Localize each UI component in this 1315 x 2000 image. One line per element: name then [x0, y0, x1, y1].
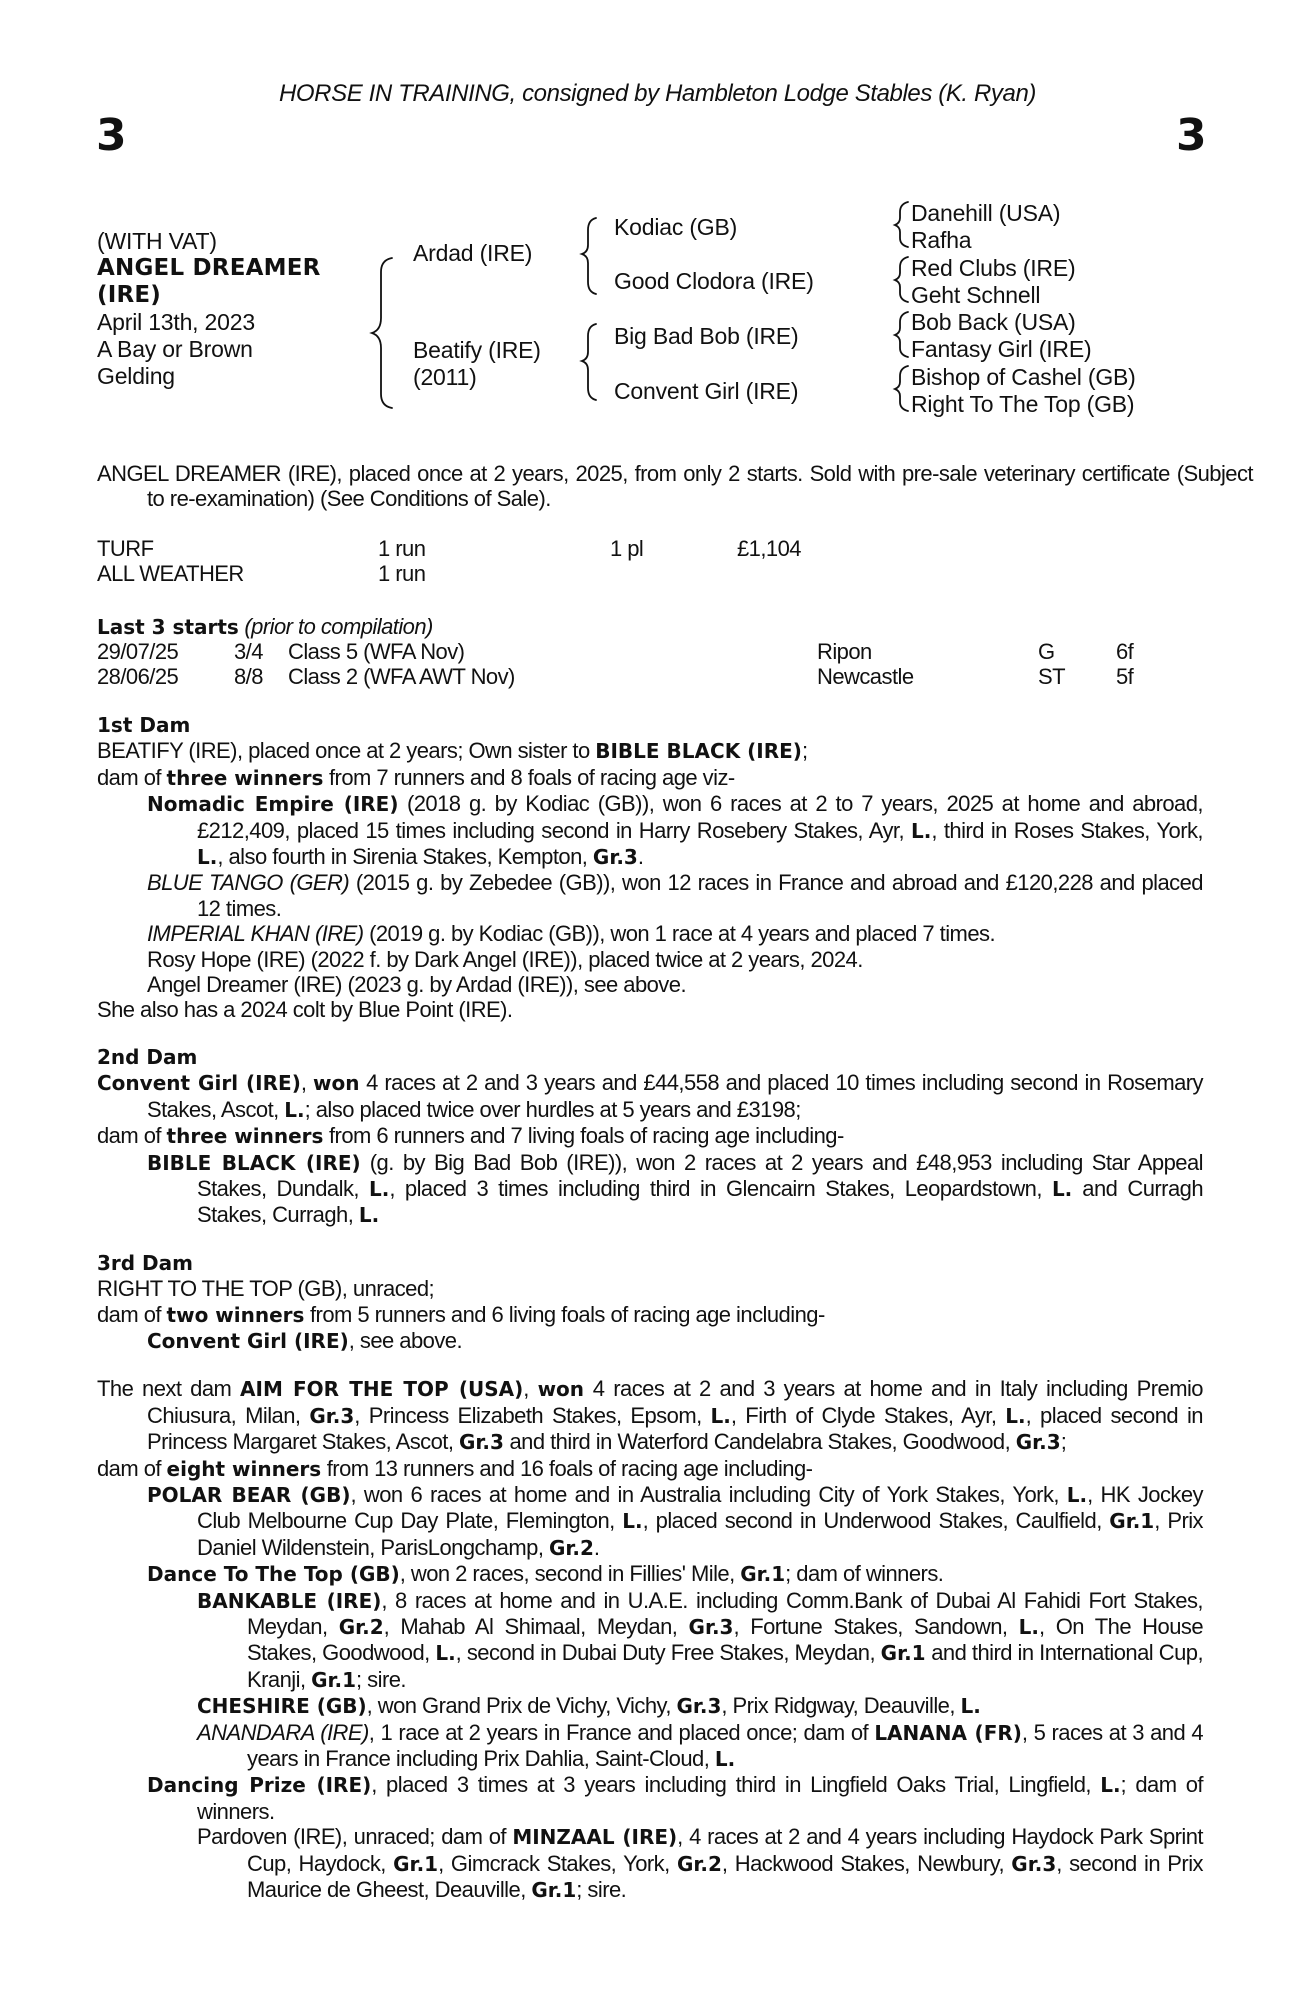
- pedigree-section: [97, 1045, 1203, 1229]
- section-paragraph: [97, 1123, 1203, 1149]
- record-surface: TURF: [97, 536, 154, 561]
- bold-text: Dancing Prize (IRE): [147, 1773, 372, 1798]
- bold-text: Gr.3: [458, 1430, 504, 1455]
- bold-text: CHESHIRE (GB): [197, 1694, 367, 1719]
- text-run: (g. by Big Bad Bob (IRE)), won 2 races at 2 years and £48,953 including Star Appeal Stakes, Dundalk,: [197, 1149, 1203, 1201]
- text-run: from 5 runners and 6 living foals of racing age including-: [304, 1301, 825, 1327]
- text-run: , placed second in Underwood Stakes, Caulfield,: [642, 1508, 1110, 1534]
- bold-text: won: [537, 1377, 585, 1402]
- section-paragraph: [97, 1693, 1203, 1719]
- text-run: ; sire.: [576, 1877, 627, 1903]
- text-run: She also has a 2024 colt by Blue Point (IRE).: [97, 997, 513, 1023]
- section-paragraph: [97, 791, 1203, 870]
- start-course: Newcastle: [817, 664, 914, 689]
- pedigree-g3-2: Rafha: [911, 227, 972, 254]
- bold-text: L.: [1100, 1773, 1121, 1798]
- bold-text: Gr.1: [880, 1641, 926, 1666]
- bold-text: L.: [960, 1694, 981, 1719]
- record-placed: 1 pl: [610, 536, 644, 561]
- bold-text: L.: [1051, 1176, 1073, 1201]
- section-paragraph: [97, 947, 1203, 972]
- bold-text: three winners: [166, 765, 324, 790]
- bold-text: BIBLE BLACK (IRE): [595, 739, 802, 764]
- bold-text: BANKABLE (IRE): [197, 1588, 382, 1613]
- pedigree-dam-sire: Big Bad Bob (IRE): [614, 323, 799, 349]
- bold-text: Gr.2: [338, 1615, 384, 1639]
- text-run: , 8 races at home and in U.A.E. including Comm.Bank of Dubai Al Fahidi Fort Stakes, Meydan,: [247, 1587, 1203, 1639]
- bold-text: Gr.3: [1015, 1430, 1061, 1455]
- section-paragraph: [97, 1456, 1203, 1482]
- horse-sex: Gelding: [97, 363, 175, 389]
- text-run: ;: [1060, 1429, 1067, 1455]
- bold-text: Gr.3: [592, 845, 638, 870]
- last-starts-heading: [97, 614, 433, 640]
- record-runs: 1 run: [378, 536, 426, 561]
- pedigree-g3-6: Fantasy Girl (IRE): [911, 336, 1092, 363]
- pedigree-g3-8: Right To The Top (GB): [911, 391, 1135, 418]
- text-run: , 4 races at 2 and 4 years including Haydock Park Sprint Cup, Haydock,: [247, 1824, 1203, 1876]
- start-distance: 5f: [1116, 664, 1134, 689]
- text-run: , Princess Elizabeth Stakes, Epsom,: [354, 1402, 711, 1428]
- text-run: , placed 3 times including third in Glencairn Stakes, Leopardstown,: [389, 1175, 1052, 1201]
- text-run: ; dam of winners.: [785, 1561, 944, 1587]
- record-runs: 1 run: [378, 561, 426, 586]
- start-course: Ripon: [817, 639, 872, 664]
- last-starts-title: Last 3 starts: [97, 615, 239, 639]
- bold-text: Gr.3: [1011, 1851, 1057, 1876]
- text-run: and third in Waterford Candelabra Stakes, Goodwood,: [503, 1429, 1016, 1455]
- pedigree-dam-name: Beatify (IRE): [413, 337, 541, 363]
- brace-gen2-sire: [582, 218, 596, 294]
- lot-number-left: 3: [96, 110, 127, 161]
- pedigree-g3-3: Red Clubs (IRE): [911, 254, 1076, 281]
- text-run: , won 6 races at home and in Australia including City of York Stakes, York,: [350, 1481, 1067, 1507]
- bold-text: L.: [358, 1203, 380, 1228]
- section-paragraph: [97, 1561, 1203, 1587]
- lot-number-right: 3: [1176, 110, 1207, 161]
- bold-text: L.: [435, 1641, 456, 1666]
- section-paragraph: [97, 1588, 1203, 1694]
- section-paragraph: [97, 1482, 1203, 1561]
- text-run: , On The House Stakes, Goodwood,: [247, 1614, 1204, 1666]
- text-run: Rosy Hope (IRE) (2022 f. by Dark Angel (IRE)), placed twice at 2 years, 2024.: [147, 946, 863, 972]
- start-race: Class 2 (WFA AWT Nov): [288, 664, 515, 689]
- text-run: dam of: [97, 1301, 167, 1327]
- vat-label: (WITH VAT): [97, 228, 217, 254]
- pedigree-sire: Ardad (IRE): [413, 240, 533, 266]
- pedigree-sire-sire: Kodiac (GB): [614, 214, 738, 240]
- record-earnings: £1,104: [737, 536, 801, 561]
- bold-text: Nomadic Empire (IRE): [147, 792, 399, 817]
- text-run: BEATIFY (IRE), placed once at 2 years; Own sister to: [97, 738, 596, 764]
- text-run: from 13 runners and 16 foals of racing age including-: [321, 1455, 813, 1481]
- section-paragraph: [97, 1302, 1203, 1328]
- section-paragraph: [97, 765, 1203, 791]
- bold-text: L.: [910, 818, 932, 843]
- section-heading: 3rd Dam: [97, 1250, 193, 1275]
- text-run: 4 races at 2 and 3 years and £44,558 and placed 10 times including second in Rosemary Stakes, Ascot,: [147, 1070, 1204, 1122]
- bold-text: L.: [1066, 1482, 1088, 1507]
- brace-gen1: [372, 258, 392, 408]
- bold-text: two winners: [166, 1302, 305, 1327]
- bold-text: BIBLE BLACK (IRE): [147, 1150, 361, 1175]
- pedigree-sire-dam: Good Clodora (IRE): [614, 268, 814, 294]
- text-run: 4 races at 2 and 3 years at home and in Italy including Premio Chiusura, Milan,: [147, 1376, 1203, 1428]
- horse-name-line1: ANGEL DREAMER: [97, 255, 321, 281]
- text-run: , placed second in Princess Margaret Stakes, Ascot,: [147, 1402, 1203, 1455]
- section-paragraph: [97, 1328, 1203, 1354]
- text-run: RIGHT TO THE TOP (GB), unraced;: [97, 1276, 435, 1302]
- text-run: .: [593, 1534, 600, 1560]
- pedigree-g3-5: Bob Back (USA): [911, 309, 1076, 336]
- text-run: (2019 g. by Kodiac (GB)), won 1 race at 4 years and placed 7 times.: [363, 921, 996, 947]
- text-run: dam of: [97, 764, 167, 790]
- text-run: , placed 3 times at 3 years including third in Lingfield Oaks Trial, Lingfield,: [371, 1772, 1101, 1798]
- text-run: (2018 g. by Kodiac (GB)), won 6 races at 2 to 7 years, 2025 at home and abroad, £212,409, placed 15 times including second in Harry Rosebery Stakes, Ayr,: [197, 791, 1203, 843]
- section-paragraph: [97, 1720, 1203, 1773]
- bold-text: Convent Girl (IRE): [97, 1071, 301, 1096]
- start-going: G: [1038, 639, 1055, 664]
- bold-text: L.: [622, 1509, 643, 1534]
- text-run: , Hackwood Stakes, Newbury,: [721, 1850, 1012, 1876]
- text-run: , 5 races at 3 and 4 years in France including Prix Dahlia, Saint-Cloud,: [247, 1719, 1203, 1772]
- italic-text: BLUE TANGO (GER): [147, 870, 350, 896]
- section-paragraph: [97, 1150, 1203, 1229]
- pedigree-gen3: [911, 200, 1136, 418]
- text-run: ; sire.: [356, 1666, 406, 1692]
- bold-text: Gr.3: [309, 1403, 355, 1428]
- pedigree-dam: [413, 337, 541, 391]
- text-run: , third in Roses Stakes, York,: [931, 817, 1203, 843]
- brace-gen3-4: [895, 366, 908, 411]
- section-paragraph: [97, 1070, 1203, 1123]
- start-date: 28/06/25: [97, 664, 179, 689]
- bold-text: AIM FOR THE TOP (USA): [240, 1377, 524, 1402]
- bold-text: Gr.1: [393, 1851, 439, 1876]
- text-run: ,: [300, 1070, 314, 1096]
- text-run: , also fourth in Sirenia Stakes, Kempton,: [217, 844, 593, 870]
- bold-text: eight winners: [166, 1456, 322, 1481]
- bold-text: Gr.1: [311, 1667, 357, 1692]
- pedigree-g3-7: Bishop of Cashel (GB): [911, 363, 1136, 390]
- text-run: Pardoven (IRE), unraced; dam of: [197, 1824, 513, 1850]
- section-paragraph: [97, 738, 1203, 764]
- brace-gen3-1: [895, 202, 908, 247]
- start-distance: 6f: [1116, 639, 1134, 664]
- bold-text: L.: [714, 1747, 736, 1772]
- text-run: .: [637, 844, 644, 870]
- text-run: , see above.: [348, 1327, 463, 1353]
- text-run: dam of: [97, 1123, 167, 1149]
- bold-text: Gr.2: [548, 1535, 594, 1560]
- section-paragraph: [97, 870, 1203, 921]
- pedigree-dam-year: (2011): [413, 364, 477, 390]
- bold-text: LANANA (FR): [874, 1720, 1022, 1745]
- bold-text: Dance To The Top (GB): [147, 1562, 400, 1587]
- bold-text: Gr.3: [676, 1694, 722, 1719]
- section-heading: 1st Dam: [97, 713, 191, 737]
- section-paragraph: [97, 1772, 1203, 1824]
- text-run: and third in International Cup, Kranji,: [247, 1640, 1204, 1692]
- text-run: The next dam: [97, 1376, 241, 1402]
- italic-text: ANANDARA (IRE): [197, 1719, 369, 1745]
- section-paragraph: [97, 1824, 1203, 1903]
- bold-text: Convent Girl (IRE): [147, 1328, 349, 1353]
- text-run: ; dam of winners.: [197, 1772, 1203, 1824]
- pedigree-g3-4: Geht Schnell: [911, 281, 1041, 308]
- text-run: , second in Prix Maurice de Gheest, Deauville,: [247, 1850, 1203, 1903]
- horse-colour: A Bay or Brown: [97, 336, 253, 362]
- pedigree-dam-dam: Convent Girl (IRE): [614, 378, 799, 404]
- bold-text: won: [313, 1071, 360, 1096]
- text-run: , Fortune Stakes, Sandown,: [733, 1614, 1019, 1639]
- bold-text: MINZAAL (IRE): [512, 1825, 678, 1850]
- text-run: Angel Dreamer (IRE) (2023 g. by Ardad (IRE)), see above.: [147, 972, 687, 998]
- text-run: ; also placed twice over hurdles at 5 years and £3198;: [304, 1096, 801, 1122]
- text-run: , Firth of Clyde Stakes, Ayr,: [730, 1402, 1006, 1428]
- text-run: and Curragh Stakes, Curragh,: [197, 1175, 1203, 1228]
- section-paragraph: [97, 997, 1203, 1022]
- start-position: 3/4: [234, 639, 263, 664]
- bold-text: POLAR BEAR (GB): [147, 1482, 351, 1507]
- section-paragraph: [97, 972, 1203, 997]
- section-heading: 2nd Dam: [97, 1044, 198, 1069]
- bold-text: L.: [368, 1176, 390, 1201]
- racing-summary: ANGEL DREAMER (IRE), placed once at 2 years, 2025, from only 2 starts. Sold with pre-sale veterinary certificate (Subject to re-examination) (See Conditions of Sale).: [97, 461, 1253, 512]
- pedigree-section: [97, 1251, 1203, 1355]
- bold-text: three winners: [166, 1124, 324, 1149]
- start-race: Class 5 (WFA Nov): [288, 639, 465, 664]
- brace-gen3-2: [895, 257, 908, 302]
- page-title: HORSE IN TRAINING, consigned by Hambleton Lodge Stables (K. Ryan): [278, 80, 1036, 107]
- section-paragraph: [97, 1376, 1203, 1455]
- text-run: , HK Jockey Club Melbourne Cup Day Plate, Flemington,: [197, 1481, 1204, 1534]
- pedigree-section: [97, 1376, 1203, 1903]
- pedigree-g3-1: Danehill (USA): [911, 200, 1061, 226]
- race-record: [97, 536, 1203, 588]
- text-run: , Prix Ridgway, Deauville,: [721, 1693, 961, 1719]
- text-run: ;: [801, 738, 808, 764]
- start-position: 8/8: [234, 664, 263, 689]
- text-run: , second in Dubai Duty Free Stakes, Meydan,: [455, 1640, 881, 1666]
- start-going: ST: [1038, 664, 1066, 689]
- text-run: dam of: [97, 1455, 167, 1481]
- text-run: , won Grand Prix de Vichy, Vichy,: [366, 1693, 677, 1719]
- text-run: ,: [523, 1376, 538, 1402]
- text-run: , Prix Daniel Wildenstein, ParisLongchamp,: [197, 1508, 1204, 1560]
- last-starts: [97, 614, 1203, 694]
- bold-text: Gr.1: [531, 1878, 577, 1903]
- bold-text: L.: [197, 845, 218, 870]
- dam-sections: [97, 713, 1203, 1903]
- bold-text: L.: [284, 1097, 305, 1122]
- record-surface: ALL WEATHER: [97, 561, 244, 586]
- brace-gen2-dam: [582, 324, 596, 400]
- brace-gen3-3: [895, 312, 908, 357]
- start-date: 29/07/25: [97, 639, 179, 664]
- bold-text: Gr.1: [1109, 1509, 1155, 1534]
- text-run: from 7 runners and 8 foals of racing age viz-: [323, 764, 735, 790]
- bold-text: L.: [1005, 1403, 1026, 1428]
- horse-name-line2: (IRE): [97, 282, 162, 308]
- text-run: from 6 runners and 7 living foals of racing age including-: [323, 1123, 844, 1149]
- foaling-date: April 13th, 2023: [97, 309, 255, 335]
- bold-text: Gr.2: [676, 1851, 722, 1876]
- text-run: , Gimcrack Stakes, York,: [438, 1850, 677, 1876]
- bold-text: L.: [710, 1403, 731, 1428]
- text-run: (2015 g. by Zebedee (GB)), won 12 races in France and abroad and £120,228 and placed 12 times.: [197, 870, 1203, 921]
- italic-text: IMPERIAL KHAN (IRE): [147, 921, 364, 947]
- text-run: , won 2 races, second in Fillies' Mile,: [399, 1561, 741, 1587]
- last-starts-note: (prior to compilation): [244, 614, 433, 639]
- pedigree-section: [97, 713, 1203, 1023]
- bold-text: Gr.3: [688, 1615, 734, 1639]
- text-run: , Mahab Al Shimaal, Meydan,: [383, 1614, 689, 1639]
- bold-text: Gr.1: [740, 1562, 786, 1587]
- bold-text: L.: [1018, 1615, 1039, 1639]
- section-paragraph: [97, 921, 1203, 946]
- section-paragraph: [97, 1276, 1203, 1301]
- text-run: , 1 race at 2 years in France and placed once; dam of: [368, 1719, 875, 1745]
